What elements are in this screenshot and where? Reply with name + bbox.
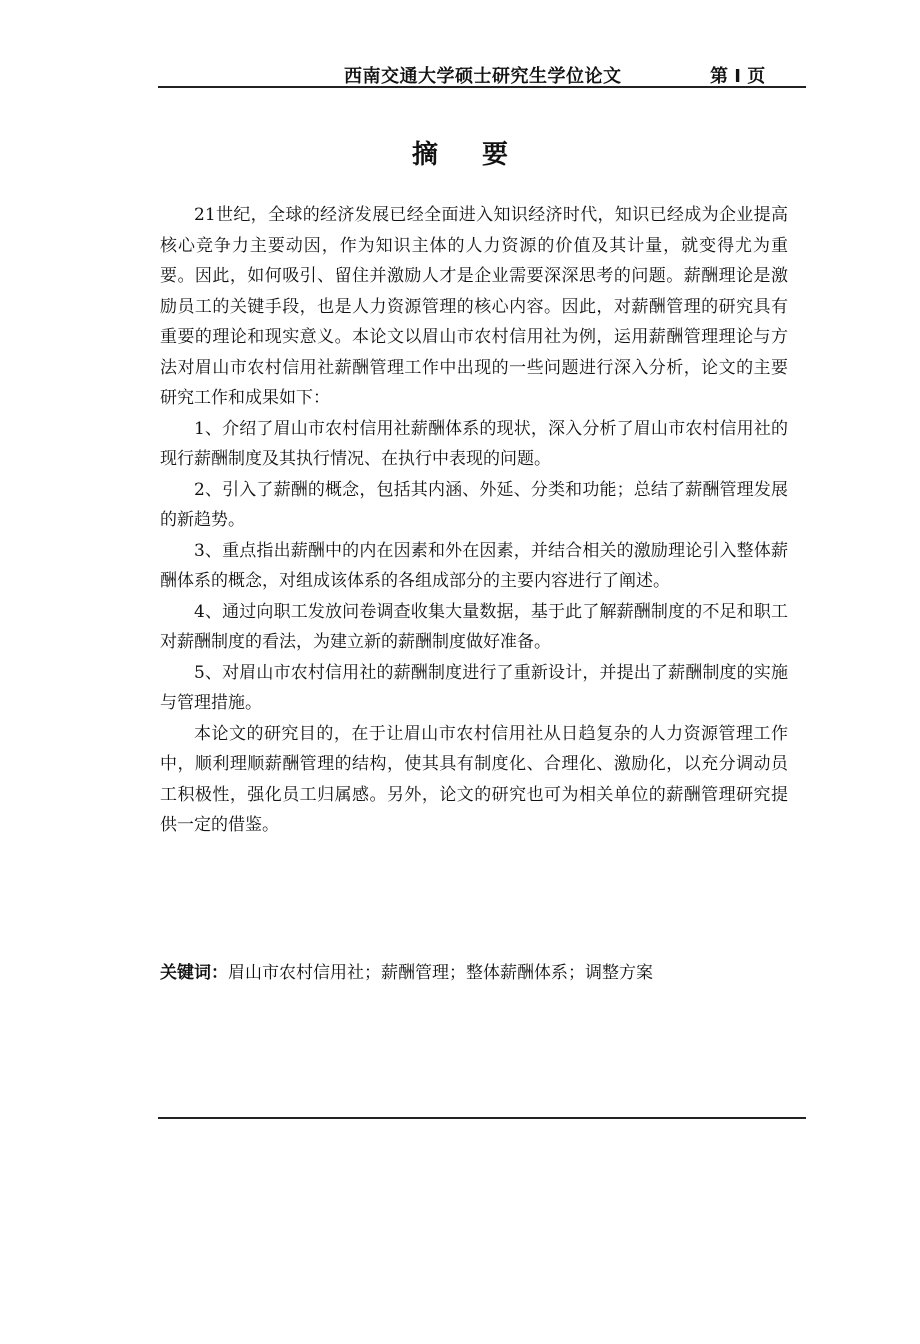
- page-header: [158, 56, 806, 90]
- abstract-paragraph-item-1: 1、介绍了眉山市农村信用社薪酬体系的现状，深入分析了眉山市农村信用社的现行薪酬制度及其执行情况、在执行中表现的问题。: [160, 418, 788, 469]
- abstract-paragraph-item-5: 5、对眉山市农村信用社的薪酬制度进行了重新设计，并提出了薪酬制度的实施与管理措施。: [160, 662, 788, 713]
- abstract-paragraph-intro: 21世纪，全球的经济发展已经全面进入知识经济时代，知识已经成为企业提高核心竞争力主要动因，作为知识主体的人力资源的价值及其计量，就变得尤为重要。因此，如何吸引、留住并激励人才是企业需要深深思考的问题。薪酬理论是激励员工的关键手段，也是人力资源管理的核心内容。因此，对薪酬管理的研究具有重要的理论和现实意义。本论文以眉山市农村信用社为例，运用薪酬管理理论与方法对眉山市农村信用社薪酬管理工作中出现的一些问题进行深入分析，论文的主要研究工作和成果如下：: [160, 205, 788, 408]
- abstract-paragraph-item-2: 2、引入了薪酬的概念，包括其内涵、外延、分类和功能；总结了薪酬管理发展的新趋势。: [160, 479, 788, 530]
- abstract-title: 摘要: [411, 140, 552, 170]
- header-rule: [158, 86, 806, 88]
- keywords-label: 关键词：: [160, 963, 228, 983]
- keywords-value: 眉山市农村信用社；薪酬管理；整体薪酬体系；调整方案: [228, 963, 653, 983]
- abstract-paragraph-item-4: 4、通过向职工发放问卷调查收集大量数据，基于此了解薪酬制度的不足和职工对薪酬制度的看法，为建立新的薪酬制度做好准备。: [160, 601, 788, 652]
- abstract-body: [160, 200, 788, 841]
- abstract-paragraph-purpose: 本论文的研究目的，在于让眉山市农村信用社从日趋复杂的人力资源管理工作中，顺利理顺薪酬管理的结构，使其具有制度化、合理化、激励化，以充分调动员工积极性，强化员工归属感。另外，论文的研究也可为相关单位的薪酬管理研究提供一定的借鉴。: [160, 723, 788, 835]
- header-title: 西南交通大学硕士研究生学位论文: [344, 66, 622, 87]
- header-page-number: 第 I 页: [710, 66, 766, 87]
- abstract-paragraph-item-3: 3、重点指出薪酬中的内在因素和外在因素，并结合相关的激励理论引入整体薪酬体系的概念，对组成该体系的各组成部分的主要内容进行了阐述。: [160, 540, 788, 591]
- footer-rule: [158, 1117, 806, 1119]
- keywords-line: [160, 958, 788, 988]
